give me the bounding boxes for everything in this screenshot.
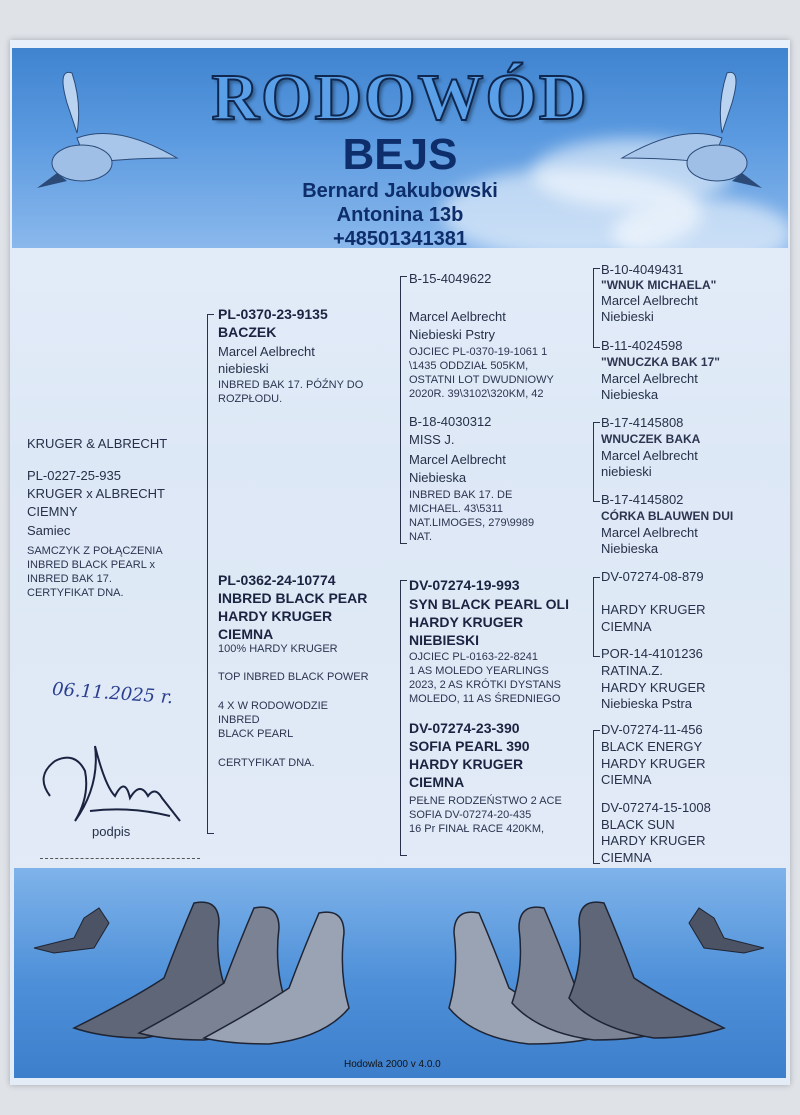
mm-name: SOFIA PEARL 390 xyxy=(409,738,530,754)
gen4-5-ring: DV-07274-08-879 xyxy=(601,569,704,584)
gen4-2-color: Niebieska xyxy=(601,387,659,402)
subject-color: CIEMNY xyxy=(27,504,78,519)
ff-note-1: OJCIEC PL-0370-19-1061 1 xyxy=(409,346,548,358)
bracket-parents xyxy=(207,314,214,834)
father-breeder: Marcel Aelbrecht xyxy=(218,344,315,359)
mother-name: INBRED BLACK PEAR xyxy=(218,590,368,606)
mm-color: CIEMNA xyxy=(409,774,465,790)
ff-breeder: Marcel Aelbrecht xyxy=(409,309,506,324)
gen4-8-breeder: HARDY KRUGER xyxy=(601,833,706,848)
subject-note-4: CERTYFIKAT DNA. xyxy=(27,587,124,599)
father-color: niebieski xyxy=(218,361,269,376)
mm-note-1: PEŁNE RODZEŃSTWO 2 ACE xyxy=(409,795,562,807)
software-credit: Hodowla 2000 v 4.0.0 xyxy=(344,1059,441,1070)
mm-breeder: HARDY KRUGER xyxy=(409,756,524,772)
ff-ring: B-15-4049622 xyxy=(409,271,492,286)
gen4-4-name: CÓRKA BLAUWEN DUI xyxy=(601,509,734,523)
bracket-mm-parents xyxy=(593,730,600,864)
gen4-1-color: Niebieski xyxy=(601,309,654,324)
mf-color: NIEBIESKI xyxy=(409,632,480,648)
signature-date: 06.11.2025 r. xyxy=(51,678,174,709)
gen4-3-name: WNUCZEK BAKA xyxy=(601,432,701,446)
gen4-7-breeder: HARDY KRUGER xyxy=(601,756,706,771)
bracket-fm-parents xyxy=(593,422,600,502)
bracket-mf-parents xyxy=(593,577,600,657)
gen4-7-color: CIEMNA xyxy=(601,772,652,787)
mf-note-1: OJCIEC PL-0163-22-8241 xyxy=(409,651,539,663)
ff-note-3: OSTATNI LOT DWUDNIOWY xyxy=(409,374,554,386)
mother-note-1: 100% HARDY KRUGER xyxy=(218,643,338,655)
subject-note-1: SAMCZYK Z POŁĄCZENIA xyxy=(27,545,163,557)
mf-breeder: HARDY KRUGER xyxy=(409,614,524,630)
mother-breeder: HARDY KRUGER xyxy=(218,608,333,624)
bracket-ff-parents xyxy=(593,268,600,348)
gen4-8-color: CIEMNA xyxy=(601,850,652,865)
mother-note-3: TOP INBRED BLACK POWER xyxy=(218,671,369,683)
gen4-6-color: Niebieska Pstra xyxy=(601,696,693,711)
gen4-1-breeder: Marcel Aelbrecht xyxy=(601,293,698,308)
gen4-4-color: Niebieska xyxy=(601,541,659,556)
fm-note-1: INBRED BAK 17. DE xyxy=(409,489,513,501)
fm-note-2: MICHAEL. 43\5311 xyxy=(409,503,503,515)
father-name: BACZEK xyxy=(218,324,277,340)
gen4-5-breeder: HARDY KRUGER xyxy=(601,602,706,617)
pedigree-sheet xyxy=(10,40,790,1085)
fm-color: Niebieska xyxy=(409,470,467,485)
gen4-5-color: CIEMNA xyxy=(601,619,652,634)
gen4-7-ring: DV-07274-11-456 xyxy=(601,722,703,737)
gen4-6-name: RATINA.Z. xyxy=(601,663,663,678)
mf-ring: DV-07274-19-993 xyxy=(409,577,520,593)
mother-note-7: BLACK PEARL xyxy=(218,728,294,740)
mother-note-6: INBRED xyxy=(218,714,260,726)
ff-color: Niebieski Pstry xyxy=(409,327,495,342)
gen4-1-ring: B-10-4049431 xyxy=(601,262,684,277)
ff-note-2: \1435 ODDZIAŁ 505KM, xyxy=(409,360,529,372)
document-title: RODOWÓD xyxy=(211,61,589,134)
bracket-mother-parents xyxy=(400,580,407,856)
gen4-8-name: BLACK SUN xyxy=(601,817,675,832)
pigeons-illustration xyxy=(14,868,786,1078)
fm-note-3: NAT.LIMOGES, 279\9989 xyxy=(409,517,535,529)
mother-note-5: 4 X W RODOWODZIE xyxy=(218,700,328,712)
gen4-2-name: "WNUCZKA BAK 17" xyxy=(601,355,720,369)
owner-name: Bernard Jakubowski xyxy=(302,180,498,202)
fm-name: MISS J. xyxy=(409,432,455,447)
father-note-2: ROZPŁODU. xyxy=(218,393,283,405)
fm-ring: B-18-4030312 xyxy=(409,414,492,429)
subject-ring: PL-0227-25-935 xyxy=(27,468,121,483)
fm-note-4: NAT. xyxy=(409,531,433,543)
subject-breeder: KRUGER & ALBRECHT xyxy=(27,436,168,451)
gen4-4-ring: B-17-4145802 xyxy=(601,492,684,507)
subject-sex: Samiec xyxy=(27,523,71,538)
gen4-3-ring: B-17-4145808 xyxy=(601,415,684,430)
gen4-8-ring: DV-07274-15-1008 xyxy=(601,800,711,815)
gen4-3-breeder: Marcel Aelbrecht xyxy=(601,448,698,463)
gen4-1-name: "WNUK MICHAELA" xyxy=(601,278,717,292)
gen4-3-color: niebieski xyxy=(601,464,652,479)
subject-note-3: INBRED BAK 17. xyxy=(27,573,112,585)
father-note-1: INBRED BAK 17. PÓŹNY DO xyxy=(218,379,364,391)
subject-name: KRUGER x ALBRECHT xyxy=(27,486,165,501)
handwritten-signature xyxy=(30,726,200,836)
footer-banner xyxy=(14,868,786,1078)
mf-name: SYN BLACK PEARL OLI xyxy=(409,596,569,612)
gen4-2-ring: B-11-4024598 xyxy=(601,338,683,353)
gen4-4-breeder: Marcel Aelbrecht xyxy=(601,525,698,540)
owner-address: Antonina 13b xyxy=(336,204,464,226)
gen4-6-breeder: HARDY KRUGER xyxy=(601,680,706,695)
mf-note-2: 1 AS MOLEDO YEARLINGS xyxy=(409,665,549,677)
gen4-2-breeder: Marcel Aelbrecht xyxy=(601,371,698,386)
father-ring: PL-0370-23-9135 xyxy=(218,306,328,322)
mother-color: CIEMNA xyxy=(218,626,274,642)
mm-note-2: SOFIA DV-07274-20-435 xyxy=(409,809,532,821)
signature-label: podpis xyxy=(92,824,131,839)
fm-breeder: Marcel Aelbrecht xyxy=(409,452,506,467)
owner-phone: +48501341381 xyxy=(332,228,468,248)
gen4-6-ring: POR-14-4101236 xyxy=(601,646,703,661)
pigeon-name: BEJS xyxy=(342,130,458,179)
signature-line xyxy=(40,858,200,859)
mf-note-4: MOLEDO, 11 AS ŚREDNIEGO xyxy=(409,693,561,705)
bracket-father-parents xyxy=(400,276,407,544)
gen4-7-name: BLACK ENERGY xyxy=(601,739,703,754)
header-banner xyxy=(12,48,788,248)
mother-ring: PL-0362-24-10774 xyxy=(218,572,336,588)
mm-ring: DV-07274-23-390 xyxy=(409,720,520,736)
mm-note-3: 16 Pr FINAŁ RACE 420KM, xyxy=(409,823,545,835)
mother-note-9: CERTYFIKAT DNA. xyxy=(218,757,315,769)
ff-note-4: 2020R. 39\3102\320KM, 42 xyxy=(409,388,544,400)
mf-note-3: 2023, 2 AS KRÓTKI DYSTANS xyxy=(409,679,562,691)
subject-note-2: INBRED BLACK PEARL x xyxy=(27,559,155,571)
